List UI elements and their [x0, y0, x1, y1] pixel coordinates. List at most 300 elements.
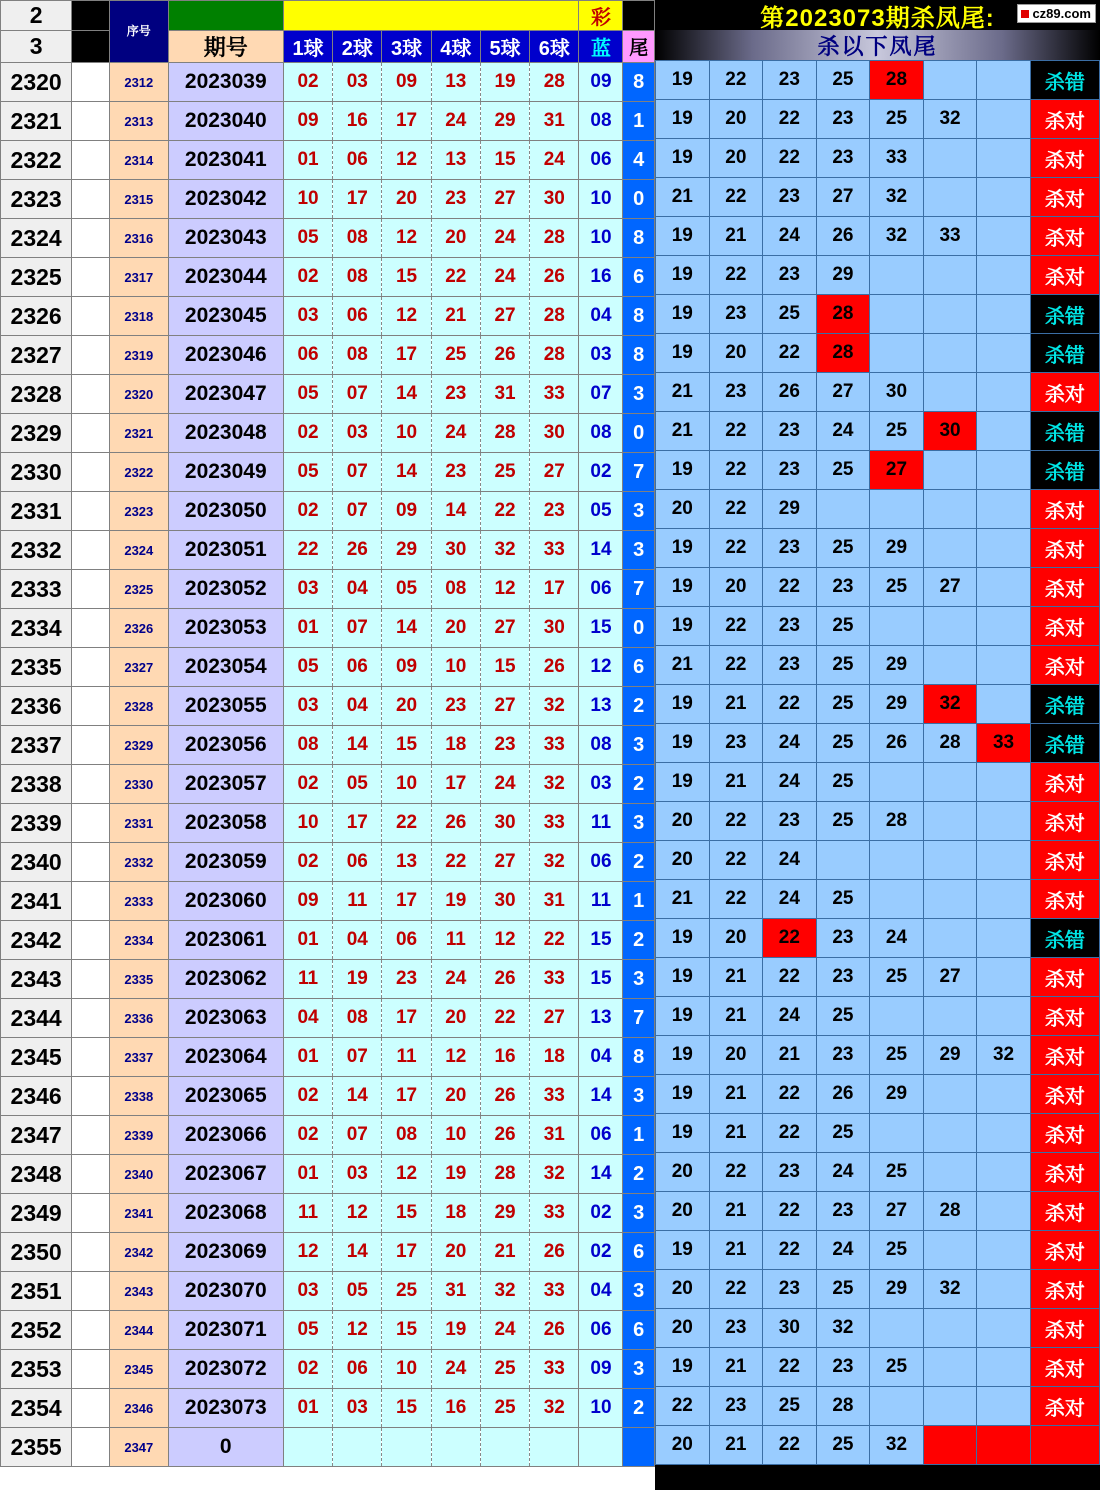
kill-number-cell: 21	[709, 763, 763, 802]
row-ball-6: 28	[530, 63, 579, 102]
row-spacer	[72, 1077, 110, 1116]
row-tail: 2	[623, 843, 655, 882]
table-header-row-1	[1, 1, 655, 31]
kill-number-cell: 19	[656, 1348, 710, 1387]
row-blue: 10	[579, 180, 623, 219]
kill-number-cell: 19	[656, 139, 710, 178]
row-seq: 2321	[109, 414, 168, 453]
kill-number-cell: 21	[709, 1192, 763, 1231]
kill-number-cell	[923, 880, 977, 919]
row-tail: 8	[623, 1038, 655, 1077]
kill-number-cell: 27	[923, 958, 977, 997]
row-ball-5: 32	[480, 531, 529, 570]
kill-row	[656, 1036, 1100, 1075]
row-blue: 08	[579, 102, 623, 141]
row-spacer	[72, 1233, 110, 1272]
kill-number-cell: 29	[870, 685, 924, 724]
kill-row	[656, 412, 1100, 451]
row-seq: 2343	[109, 1272, 168, 1311]
table-row	[1, 1155, 655, 1194]
kill-row	[656, 1348, 1100, 1387]
row-period: 2023045	[168, 297, 283, 336]
header-banner-green	[168, 1, 283, 31]
kill-result-cell: 杀对	[1030, 568, 1099, 607]
row-spacer	[72, 336, 110, 375]
row-seq: 2338	[109, 1077, 168, 1116]
row-tail: 3	[623, 375, 655, 414]
row-seq: 2340	[109, 1155, 168, 1194]
kill-number-cell: 22	[709, 529, 763, 568]
kill-number-cell	[870, 880, 924, 919]
kill-result-cell: 杀错	[1030, 451, 1099, 490]
row-period: 2023056	[168, 726, 283, 765]
row-ball-3: 15	[382, 1194, 431, 1233]
row-ball-5: 27	[480, 687, 529, 726]
row-ball-6: 33	[530, 1077, 579, 1116]
row-ball-4: 20	[431, 219, 480, 258]
kill-number-cell: 25	[816, 802, 870, 841]
kill-number-cell: 26	[816, 217, 870, 256]
kill-row	[656, 256, 1100, 295]
row-seq: 2316	[109, 219, 168, 258]
kill-number-cell: 19	[656, 1114, 710, 1153]
row-index: 2342	[1, 921, 72, 960]
row-ball-1	[283, 1428, 332, 1467]
row-blue: 03	[579, 336, 623, 375]
kill-number-cell: 25	[870, 1036, 924, 1075]
row-ball-6: 33	[530, 1194, 579, 1233]
row-ball-5: 26	[480, 1116, 529, 1155]
row-ball-1: 01	[283, 1038, 332, 1077]
row-tail: 0	[623, 180, 655, 219]
kill-number-cell: 21	[709, 1114, 763, 1153]
kill-number-cell: 22	[656, 1387, 710, 1426]
right-kill-panel	[655, 0, 1100, 1490]
row-ball-6: 26	[530, 258, 579, 297]
header-ball-5: 5球	[480, 31, 529, 63]
kill-number-cell: 22	[709, 412, 763, 451]
kill-number-cell: 27	[870, 1192, 924, 1231]
row-period: 2023070	[168, 1272, 283, 1311]
table-row	[1, 1272, 655, 1311]
row-ball-5: 22	[480, 492, 529, 531]
row-period: 2023041	[168, 141, 283, 180]
row-ball-2: 05	[333, 1272, 382, 1311]
kill-number-cell	[923, 61, 977, 100]
table-row	[1, 570, 655, 609]
kill-number-cell: 22	[763, 1231, 817, 1270]
row-ball-6: 31	[530, 1116, 579, 1155]
kill-number-cell	[977, 334, 1031, 373]
row-period: 2023053	[168, 609, 283, 648]
kill-number-cell: 25	[816, 1270, 870, 1309]
kill-number-cell: 32	[870, 217, 924, 256]
row-ball-6: 22	[530, 921, 579, 960]
kill-result-cell: 杀对	[1030, 139, 1099, 178]
kill-number-cell	[923, 451, 977, 490]
kill-number-cell	[923, 607, 977, 646]
kill-number-cell: 20	[709, 919, 763, 958]
row-ball-5: 24	[480, 1311, 529, 1350]
kill-number-cell: 25	[816, 451, 870, 490]
row-spacer	[72, 960, 110, 999]
table-row	[1, 648, 655, 687]
kill-number-cell: 23	[816, 919, 870, 958]
row-spacer	[72, 453, 110, 492]
row-ball-3: 17	[382, 999, 431, 1038]
kill-number-cell: 20	[656, 1153, 710, 1192]
kill-number-cell	[977, 451, 1031, 490]
row-ball-3: 14	[382, 375, 431, 414]
kill-number-cell: 19	[656, 607, 710, 646]
row-tail: 6	[623, 258, 655, 297]
kill-number-cell: 22	[709, 451, 763, 490]
table-row	[1, 1038, 655, 1077]
row-ball-1: 08	[283, 726, 332, 765]
row-ball-5: 26	[480, 336, 529, 375]
kill-result-cell: 杀对	[1030, 880, 1099, 919]
row-seq: 2332	[109, 843, 168, 882]
kill-number-cell: 22	[763, 1114, 817, 1153]
kill-row	[656, 919, 1100, 958]
row-ball-1: 01	[283, 609, 332, 648]
row-tail: 1	[623, 882, 655, 921]
row-ball-2: 03	[333, 1389, 382, 1428]
kill-row	[656, 1075, 1100, 1114]
kill-number-cell: 22	[709, 61, 763, 100]
kill-number-cell: 19	[656, 256, 710, 295]
row-ball-3: 13	[382, 843, 431, 882]
right-header	[655, 0, 1100, 60]
kill-number-cell: 23	[763, 178, 817, 217]
row-ball-3: 15	[382, 258, 431, 297]
badge-dot-icon	[1021, 10, 1029, 18]
kill-row	[656, 139, 1100, 178]
row-ball-2: 17	[333, 804, 382, 843]
row-ball-3: 17	[382, 102, 431, 141]
row-tail: 2	[623, 1389, 655, 1428]
row-seq: 2341	[109, 1194, 168, 1233]
table-row	[1, 141, 655, 180]
kill-row	[656, 1270, 1100, 1309]
header-banner-black-2	[623, 1, 655, 31]
kill-number-cell: 25	[816, 763, 870, 802]
row-period: 2023073	[168, 1389, 283, 1428]
kill-number-cell	[870, 997, 924, 1036]
row-seq: 2326	[109, 609, 168, 648]
kill-number-cell: 21	[709, 217, 763, 256]
kill-result-cell: 杀对	[1030, 1348, 1099, 1387]
kill-number-cell	[923, 1153, 977, 1192]
table-row	[1, 1233, 655, 1272]
row-ball-6: 33	[530, 1272, 579, 1311]
row-ball-1: 01	[283, 1389, 332, 1428]
row-spacer	[72, 1272, 110, 1311]
kill-number-cell: 23	[763, 1270, 817, 1309]
kill-number-cell: 22	[709, 802, 763, 841]
row-ball-3: 12	[382, 141, 431, 180]
kill-row	[656, 724, 1100, 763]
row-index: 2326	[1, 297, 72, 336]
row-period: 2023068	[168, 1194, 283, 1233]
row-index: 2325	[1, 258, 72, 297]
kill-result-cell: 杀错	[1030, 334, 1099, 373]
kill-number-cell	[977, 529, 1031, 568]
kill-number-cell: 19	[656, 334, 710, 373]
kill-result-cell: 杀对	[1030, 802, 1099, 841]
row-ball-5: 21	[480, 1233, 529, 1272]
kill-number-cell: 32	[923, 685, 977, 724]
kill-number-cell: 23	[709, 724, 763, 763]
row-ball-5: 24	[480, 765, 529, 804]
row-seq: 2327	[109, 648, 168, 687]
table-row	[1, 1428, 655, 1467]
row-blue: 02	[579, 453, 623, 492]
row-period: 2023066	[168, 1116, 283, 1155]
row-ball-2: 07	[333, 1116, 382, 1155]
row-seq: 2345	[109, 1350, 168, 1389]
row-ball-2: 17	[333, 180, 382, 219]
row-ball-1: 03	[283, 297, 332, 336]
row-period: 2023059	[168, 843, 283, 882]
row-ball-4: 25	[431, 336, 480, 375]
kill-number-cell: 19	[656, 1075, 710, 1114]
row-ball-1: 11	[283, 960, 332, 999]
header-banner-yellow	[283, 1, 579, 31]
row-index: 2343	[1, 960, 72, 999]
row-seq: 2346	[109, 1389, 168, 1428]
kill-result-cell: 杀对	[1030, 1309, 1099, 1348]
kill-number-cell	[923, 139, 977, 178]
header-tail-label: 尾	[623, 31, 655, 63]
row-ball-3: 06	[382, 921, 431, 960]
row-ball-5: 16	[480, 1038, 529, 1077]
row-ball-6: 32	[530, 1389, 579, 1428]
kill-number-cell: 21	[709, 685, 763, 724]
row-ball-1: 02	[283, 1116, 332, 1155]
row-ball-2: 07	[333, 1038, 382, 1077]
row-index: 2347	[1, 1116, 72, 1155]
header-index-top: 2	[1, 1, 72, 31]
kill-number-cell: 21	[709, 1075, 763, 1114]
row-spacer	[72, 375, 110, 414]
row-period: 2023046	[168, 336, 283, 375]
kill-number-cell: 33	[923, 217, 977, 256]
kill-number-cell: 23	[763, 646, 817, 685]
table-row	[1, 492, 655, 531]
row-ball-3: 15	[382, 1311, 431, 1350]
row-index: 2346	[1, 1077, 72, 1116]
row-ball-3: 14	[382, 453, 431, 492]
table-row	[1, 1116, 655, 1155]
row-ball-1: 03	[283, 1272, 332, 1311]
row-ball-4: 20	[431, 999, 480, 1038]
kill-number-cell	[923, 1309, 977, 1348]
row-spacer	[72, 726, 110, 765]
row-index: 2340	[1, 843, 72, 882]
kill-number-cell: 20	[709, 568, 763, 607]
kill-result-cell: 杀对	[1030, 1114, 1099, 1153]
kill-number-cell: 23	[763, 1153, 817, 1192]
kill-number-cell: 19	[656, 529, 710, 568]
table-row	[1, 1389, 655, 1428]
row-ball-2: 07	[333, 453, 382, 492]
kill-result-cell: 杀对	[1030, 1075, 1099, 1114]
row-ball-1: 03	[283, 570, 332, 609]
row-spacer	[72, 102, 110, 141]
row-ball-1: 02	[283, 1077, 332, 1116]
kill-result-cell: 杀对	[1030, 763, 1099, 802]
row-ball-5: 25	[480, 1350, 529, 1389]
row-seq: 2339	[109, 1116, 168, 1155]
kill-number-cell: 26	[763, 373, 817, 412]
row-period: 2023039	[168, 63, 283, 102]
row-seq: 2336	[109, 999, 168, 1038]
row-period: 2023058	[168, 804, 283, 843]
row-spacer	[72, 1116, 110, 1155]
row-ball-3: 17	[382, 336, 431, 375]
row-tail: 3	[623, 804, 655, 843]
table-row	[1, 999, 655, 1038]
row-tail: 3	[623, 1350, 655, 1389]
kill-number-cell	[870, 256, 924, 295]
kill-number-cell: 24	[816, 412, 870, 451]
kill-number-cell	[923, 919, 977, 958]
kill-number-cell: 20	[709, 100, 763, 139]
row-spacer	[72, 921, 110, 960]
kill-number-cell: 25	[816, 1426, 870, 1465]
kill-result-cell: 杀对	[1030, 958, 1099, 997]
kill-number-cell	[977, 1348, 1031, 1387]
kill-number-cell: 25	[870, 1231, 924, 1270]
row-ball-1: 02	[283, 492, 332, 531]
kill-row	[656, 997, 1100, 1036]
row-ball-4: 31	[431, 1272, 480, 1311]
row-ball-2: 05	[333, 765, 382, 804]
row-ball-6: 30	[530, 609, 579, 648]
kill-number-cell: 24	[816, 1153, 870, 1192]
header-ball-1: 1球	[283, 31, 332, 63]
row-tail: 6	[623, 1311, 655, 1350]
row-ball-1: 02	[283, 765, 332, 804]
kill-row	[656, 529, 1100, 568]
header-seq-label	[109, 1, 168, 63]
table-row	[1, 336, 655, 375]
table-row	[1, 1194, 655, 1233]
row-ball-2: 14	[333, 1233, 382, 1272]
row-ball-2: 03	[333, 414, 382, 453]
table-row	[1, 843, 655, 882]
row-blue: 14	[579, 1155, 623, 1194]
kill-number-cell: 23	[763, 256, 817, 295]
kill-result-cell: 杀对	[1030, 997, 1099, 1036]
kill-number-cell: 19	[656, 958, 710, 997]
row-blue: 15	[579, 609, 623, 648]
row-spacer	[72, 570, 110, 609]
row-blue: 09	[579, 63, 623, 102]
row-seq: 2318	[109, 297, 168, 336]
kill-number-cell: 25	[763, 1387, 817, 1426]
row-tail: 6	[623, 648, 655, 687]
row-ball-1: 09	[283, 102, 332, 141]
row-ball-2: 04	[333, 570, 382, 609]
row-ball-6: 33	[530, 375, 579, 414]
header-index-bottom: 3	[1, 31, 72, 63]
kill-number-cell: 22	[763, 1192, 817, 1231]
kill-number-cell: 24	[816, 1231, 870, 1270]
kill-row	[656, 568, 1100, 607]
row-ball-3: 05	[382, 570, 431, 609]
kill-number-cell: 22	[709, 646, 763, 685]
kill-number-cell	[977, 100, 1031, 139]
kill-number-cell	[923, 1348, 977, 1387]
row-ball-4: 22	[431, 843, 480, 882]
kill-number-cell: 20	[656, 841, 710, 880]
row-index: 2335	[1, 648, 72, 687]
kill-result-cell: 杀对	[1030, 646, 1099, 685]
row-ball-4: 20	[431, 1077, 480, 1116]
row-blue: 04	[579, 1272, 623, 1311]
kill-number-cell: 22	[763, 100, 817, 139]
kill-result-cell: 杀对	[1030, 490, 1099, 529]
row-ball-6: 18	[530, 1038, 579, 1077]
row-ball-3: 12	[382, 1155, 431, 1194]
kill-number-cell: 20	[656, 1426, 710, 1465]
row-ball-4: 18	[431, 1194, 480, 1233]
kill-number-cell: 21	[656, 373, 710, 412]
row-spacer	[72, 804, 110, 843]
row-ball-4: 24	[431, 102, 480, 141]
row-tail: 2	[623, 1155, 655, 1194]
row-ball-5: 27	[480, 180, 529, 219]
kill-number-cell	[977, 295, 1031, 334]
row-tail: 3	[623, 1194, 655, 1233]
row-ball-2: 08	[333, 219, 382, 258]
row-ball-3: 12	[382, 297, 431, 336]
row-seq: 2325	[109, 570, 168, 609]
kill-result-cell: 杀错	[1030, 724, 1099, 763]
row-blue: 06	[579, 570, 623, 609]
kill-number-cell: 24	[763, 763, 817, 802]
header-ball-3: 3球	[382, 31, 431, 63]
kill-number-cell: 26	[870, 724, 924, 763]
row-tail: 3	[623, 492, 655, 531]
kill-number-cell: 23	[816, 1036, 870, 1075]
kill-number-cell: 29	[923, 1036, 977, 1075]
kill-number-cell: 29	[870, 1270, 924, 1309]
row-ball-6: 32	[530, 843, 579, 882]
badge-text: cz89.com	[1032, 6, 1091, 21]
kill-number-cell: 27	[816, 373, 870, 412]
kill-result-cell: 杀对	[1030, 217, 1099, 256]
kill-number-cell: 25	[816, 724, 870, 763]
kill-number-cell	[977, 139, 1031, 178]
kill-number-cell: 19	[656, 451, 710, 490]
row-index: 2333	[1, 570, 72, 609]
row-spacer	[72, 180, 110, 219]
row-ball-4: 24	[431, 1350, 480, 1389]
kill-number-cell: 25	[870, 100, 924, 139]
kill-number-cell: 24	[763, 880, 817, 919]
kill-number-cell: 28	[923, 1192, 977, 1231]
row-ball-2: 14	[333, 1077, 382, 1116]
kill-result-cell: 杀对	[1030, 1387, 1099, 1426]
row-spacer	[72, 1311, 110, 1350]
kill-row	[656, 217, 1100, 256]
kill-number-cell	[923, 1075, 977, 1114]
row-tail: 3	[623, 1272, 655, 1311]
kill-number-cell: 33	[870, 139, 924, 178]
